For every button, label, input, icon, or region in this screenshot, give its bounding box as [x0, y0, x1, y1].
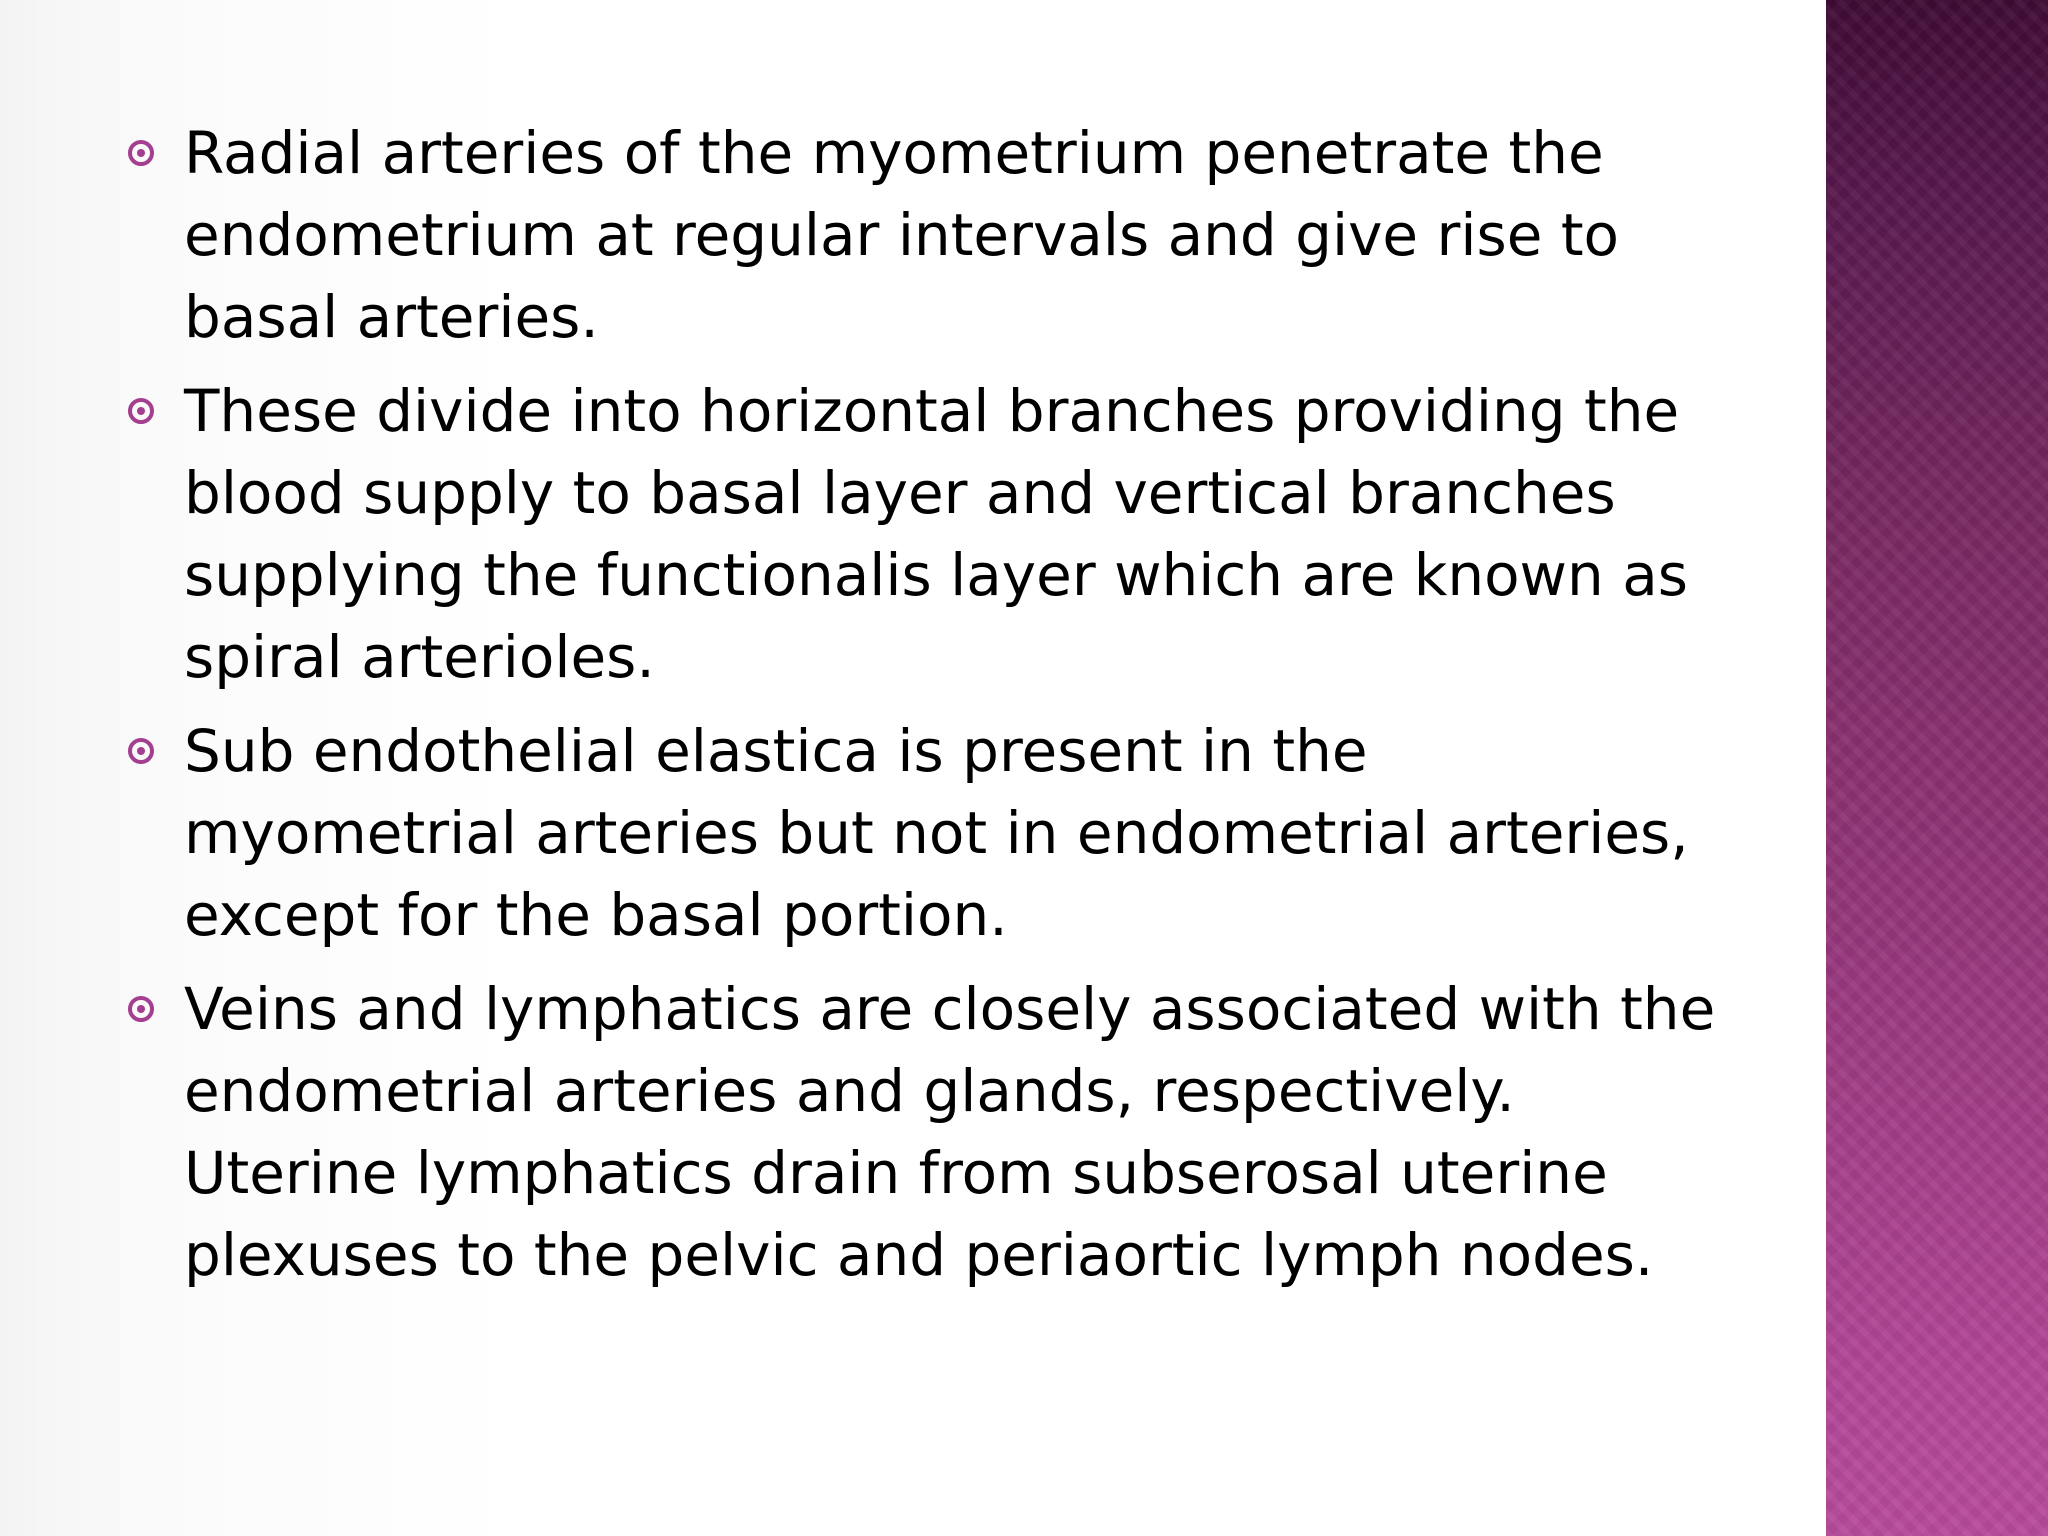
circled-dot-bullet-icon	[128, 140, 154, 166]
bullet-text: These divide into horizontal branches providing the blood supply to basal layer and vertical branches supplying the functionalis layer which are known as spiral arterioles.	[184, 377, 1688, 691]
side-band-texture	[1826, 0, 2048, 1536]
circled-dot-bullet-icon	[128, 398, 154, 424]
bullet-item-horizontal-branches	[128, 370, 1718, 698]
bullet-item-elastica	[128, 710, 1718, 956]
bullet-item-veins-lymphatics	[128, 968, 1718, 1296]
bullet-text: Radial arteries of the myometrium penetrate the endometrium at regular intervals and give rise to basal arteries.	[184, 119, 1620, 351]
circled-dot-bullet-icon	[128, 996, 154, 1022]
decorative-side-band	[1826, 0, 2048, 1536]
bullet-text: Sub endothelial elastica is present in the myometrial arteries but not in endometrial arteries, except for the basal portion.	[184, 717, 1689, 949]
bullet-item-radial-arteries	[128, 112, 1718, 358]
bullet-list	[128, 112, 1718, 1308]
circled-dot-bullet-icon	[128, 738, 154, 764]
bullet-text: Veins and lymphatics are closely associated with the endometrial arteries and glands, respectively. Uterine lymphatics drain from subserosal uterine plexuses to the pelvic and periaortic lymph nodes.	[184, 975, 1716, 1289]
